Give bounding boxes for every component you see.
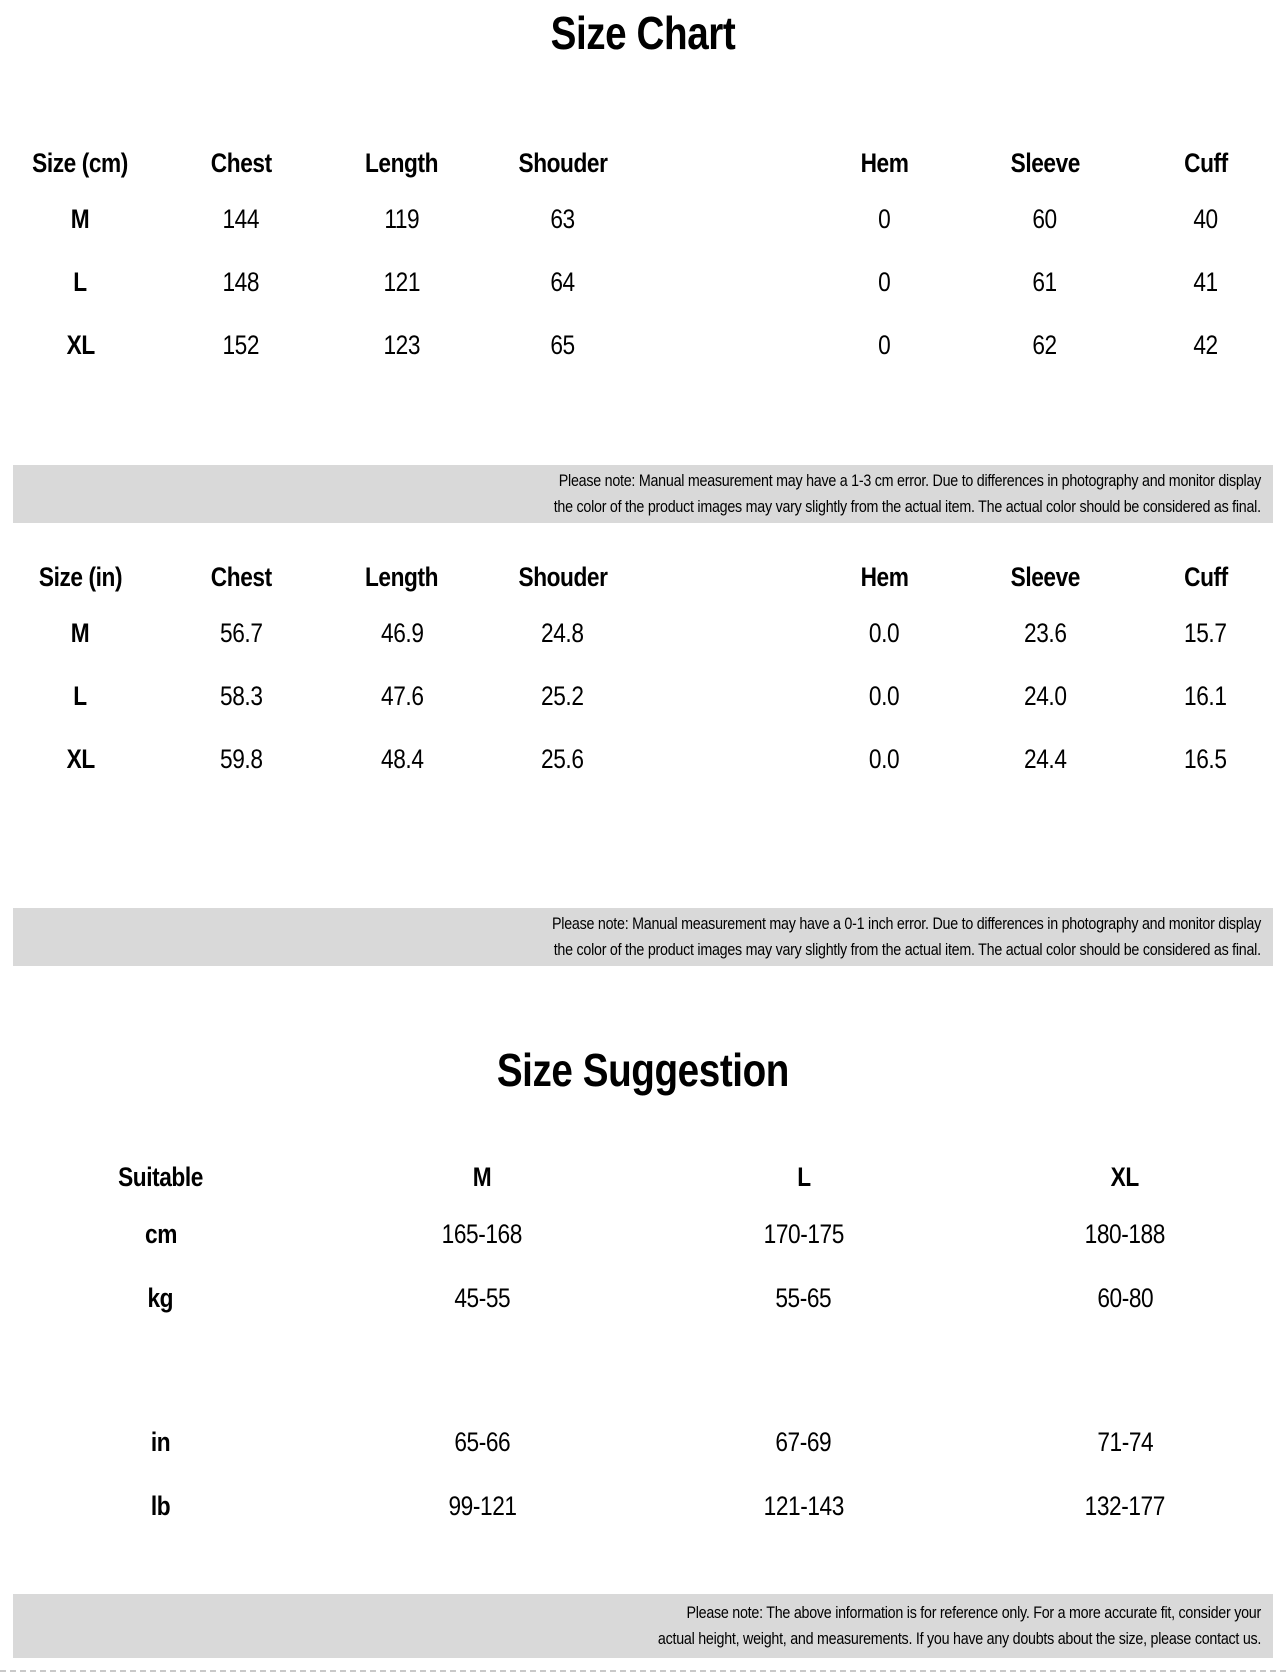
note-line: Please note: Manual measurement may have a 1-3 cm error. Due to differences in photography and monitor display [558, 471, 1261, 490]
note-line: the color of the product images may vary slightly from the actual item. The actual color should be considered as final. [553, 497, 1261, 516]
shouder-value: 25.6 [541, 744, 584, 774]
column-header-length: Length [365, 561, 439, 592]
table-row-size-l-in [0, 665, 1286, 728]
column-header-shouder: Shouder [518, 561, 608, 592]
page-title-size-suggestion-text: Size Suggestion [496, 1044, 790, 1096]
sleeve-value: 24.0 [1023, 681, 1067, 711]
range-xl: 180-188 [1085, 1218, 1166, 1249]
suggestion-row-cm [0, 1202, 1286, 1266]
hem-value: 0 [878, 204, 891, 234]
empty-cell [643, 314, 804, 377]
chest-value: 58.3 [219, 681, 263, 711]
size-label: M [71, 618, 90, 648]
note-line: Please note: Manual measurement may have a 0-1 inch error. Due to differences in photography and monitor display [552, 914, 1261, 933]
size-suggestion-table [0, 1152, 1286, 1538]
length-value: 46.9 [380, 618, 424, 648]
column-header-size-l: L [797, 1161, 811, 1192]
shouder-value: 65 [550, 330, 575, 360]
range-xl: 71-74 [1097, 1426, 1154, 1457]
column-header-size-m: M [473, 1161, 492, 1192]
column-header-chest: Chest [210, 561, 272, 592]
range-m: 165-168 [442, 1218, 523, 1249]
table-row-size-l-cm [0, 251, 1286, 314]
column-header-empty [643, 552, 804, 602]
chest-value: 152 [222, 330, 260, 360]
shouder-value: 25.2 [541, 681, 584, 711]
range-xl: 60-80 [1097, 1282, 1154, 1313]
range-l: 67-69 [775, 1426, 832, 1457]
column-header-sleeve: Sleeve [1010, 561, 1080, 592]
cuff-value: 40 [1193, 204, 1218, 234]
length-value: 119 [384, 204, 420, 234]
column-header-size-in: Size (in) [38, 561, 122, 592]
empty-cell [643, 728, 804, 791]
chest-value: 144 [222, 204, 260, 234]
note-reference-only [13, 1594, 1273, 1658]
empty-cell [0, 1330, 322, 1410]
shouder-value: 24.8 [541, 618, 584, 648]
length-value: 47.6 [380, 681, 424, 711]
column-header-suitable: Suitable [118, 1161, 204, 1192]
sleeve-value: 61 [1032, 267, 1058, 297]
unit-label: cm [144, 1218, 177, 1249]
hem-value: 0.0 [868, 618, 900, 648]
column-header-length: Length [365, 147, 439, 178]
range-l: 121-143 [763, 1490, 844, 1521]
unit-label: lb [151, 1490, 171, 1521]
page-title-size-chart [0, 0, 1286, 58]
column-header-shouder: Shouder [518, 147, 608, 178]
empty-cell [643, 251, 804, 314]
table-row-size-m-in [0, 602, 1286, 665]
cuff-value: 42 [1193, 330, 1218, 360]
empty-cell [643, 602, 804, 665]
shouder-value: 64 [550, 267, 575, 297]
chest-value: 148 [222, 267, 260, 297]
sleeve-value: 24.4 [1023, 744, 1067, 774]
cuff-value: 15.7 [1184, 618, 1227, 648]
cuff-value: 16.1 [1184, 681, 1227, 711]
hem-value: 0.0 [868, 744, 900, 774]
hem-value: 0 [878, 330, 891, 360]
column-header-hem: Hem [860, 147, 909, 178]
column-header-chest: Chest [210, 147, 272, 178]
cuff-value: 41 [1193, 267, 1218, 297]
note-in-measurement [13, 908, 1273, 966]
suggestion-header-row [0, 1152, 1286, 1202]
column-header-empty [643, 138, 804, 188]
table-row-size-m-cm [0, 188, 1286, 251]
column-header-cuff: Cuff [1183, 561, 1228, 592]
chest-value: 56.7 [219, 618, 263, 648]
note-line: actual height, weight, and measurements. If you have any doubts about the size, please contact us. [657, 1629, 1261, 1648]
size-table-in-header-row [0, 552, 1286, 602]
empty-cell [643, 1330, 965, 1410]
size-table-cm [0, 138, 1286, 377]
page-title-size-suggestion [0, 1045, 1286, 1095]
length-value: 48.4 [380, 744, 424, 774]
table-row-size-xl-cm [0, 314, 1286, 377]
empty-cell [322, 1330, 644, 1410]
empty-cell [643, 188, 804, 251]
size-label: M [71, 204, 90, 234]
length-value: 121 [383, 267, 421, 297]
column-header-sleeve: Sleeve [1010, 147, 1080, 178]
column-header-size-cm: Size (cm) [32, 147, 129, 178]
cuff-value: 16.5 [1184, 744, 1227, 774]
unit-label: in [151, 1426, 171, 1457]
table-row-size-xl-in [0, 728, 1286, 791]
note-cm-measurement [13, 465, 1273, 523]
shouder-value: 63 [550, 204, 575, 234]
size-table-in [0, 552, 1286, 791]
note-line: Please note: The above information is for reference only. For a more accurate fit, consider your [686, 1603, 1261, 1622]
length-value: 123 [383, 330, 421, 360]
empty-cell [643, 665, 804, 728]
range-l: 170-175 [763, 1218, 844, 1249]
column-header-hem: Hem [860, 561, 909, 592]
range-m: 45-55 [454, 1282, 511, 1313]
note-line: the color of the product images may vary slightly from the actual item. The actual color should be considered as final. [553, 940, 1261, 959]
chest-value: 59.8 [219, 744, 263, 774]
sleeve-value: 60 [1032, 204, 1058, 234]
range-l: 55-65 [775, 1282, 832, 1313]
suggestion-row-lb [0, 1474, 1286, 1538]
size-table-cm-header-row [0, 138, 1286, 188]
size-label: XL [66, 744, 95, 774]
page-title-size-chart-text: Size Chart [550, 7, 736, 59]
column-header-size-xl: XL [1111, 1161, 1140, 1192]
hem-value: 0 [878, 267, 891, 297]
sleeve-value: 23.6 [1023, 618, 1067, 648]
suggestion-row-kg [0, 1266, 1286, 1330]
size-label: XL [66, 330, 95, 360]
size-label: L [73, 681, 88, 711]
range-xl: 132-177 [1085, 1490, 1166, 1521]
column-header-cuff: Cuff [1183, 147, 1228, 178]
range-m: 65-66 [454, 1426, 511, 1457]
page-bottom-divider [0, 1670, 1286, 1672]
unit-label: kg [147, 1282, 174, 1313]
size-label: L [73, 267, 88, 297]
hem-value: 0.0 [868, 681, 900, 711]
spacer-row [0, 1330, 1286, 1410]
suggestion-row-in [0, 1410, 1286, 1474]
range-m: 99-121 [448, 1490, 517, 1521]
sleeve-value: 62 [1032, 330, 1058, 360]
empty-cell [965, 1330, 1286, 1410]
